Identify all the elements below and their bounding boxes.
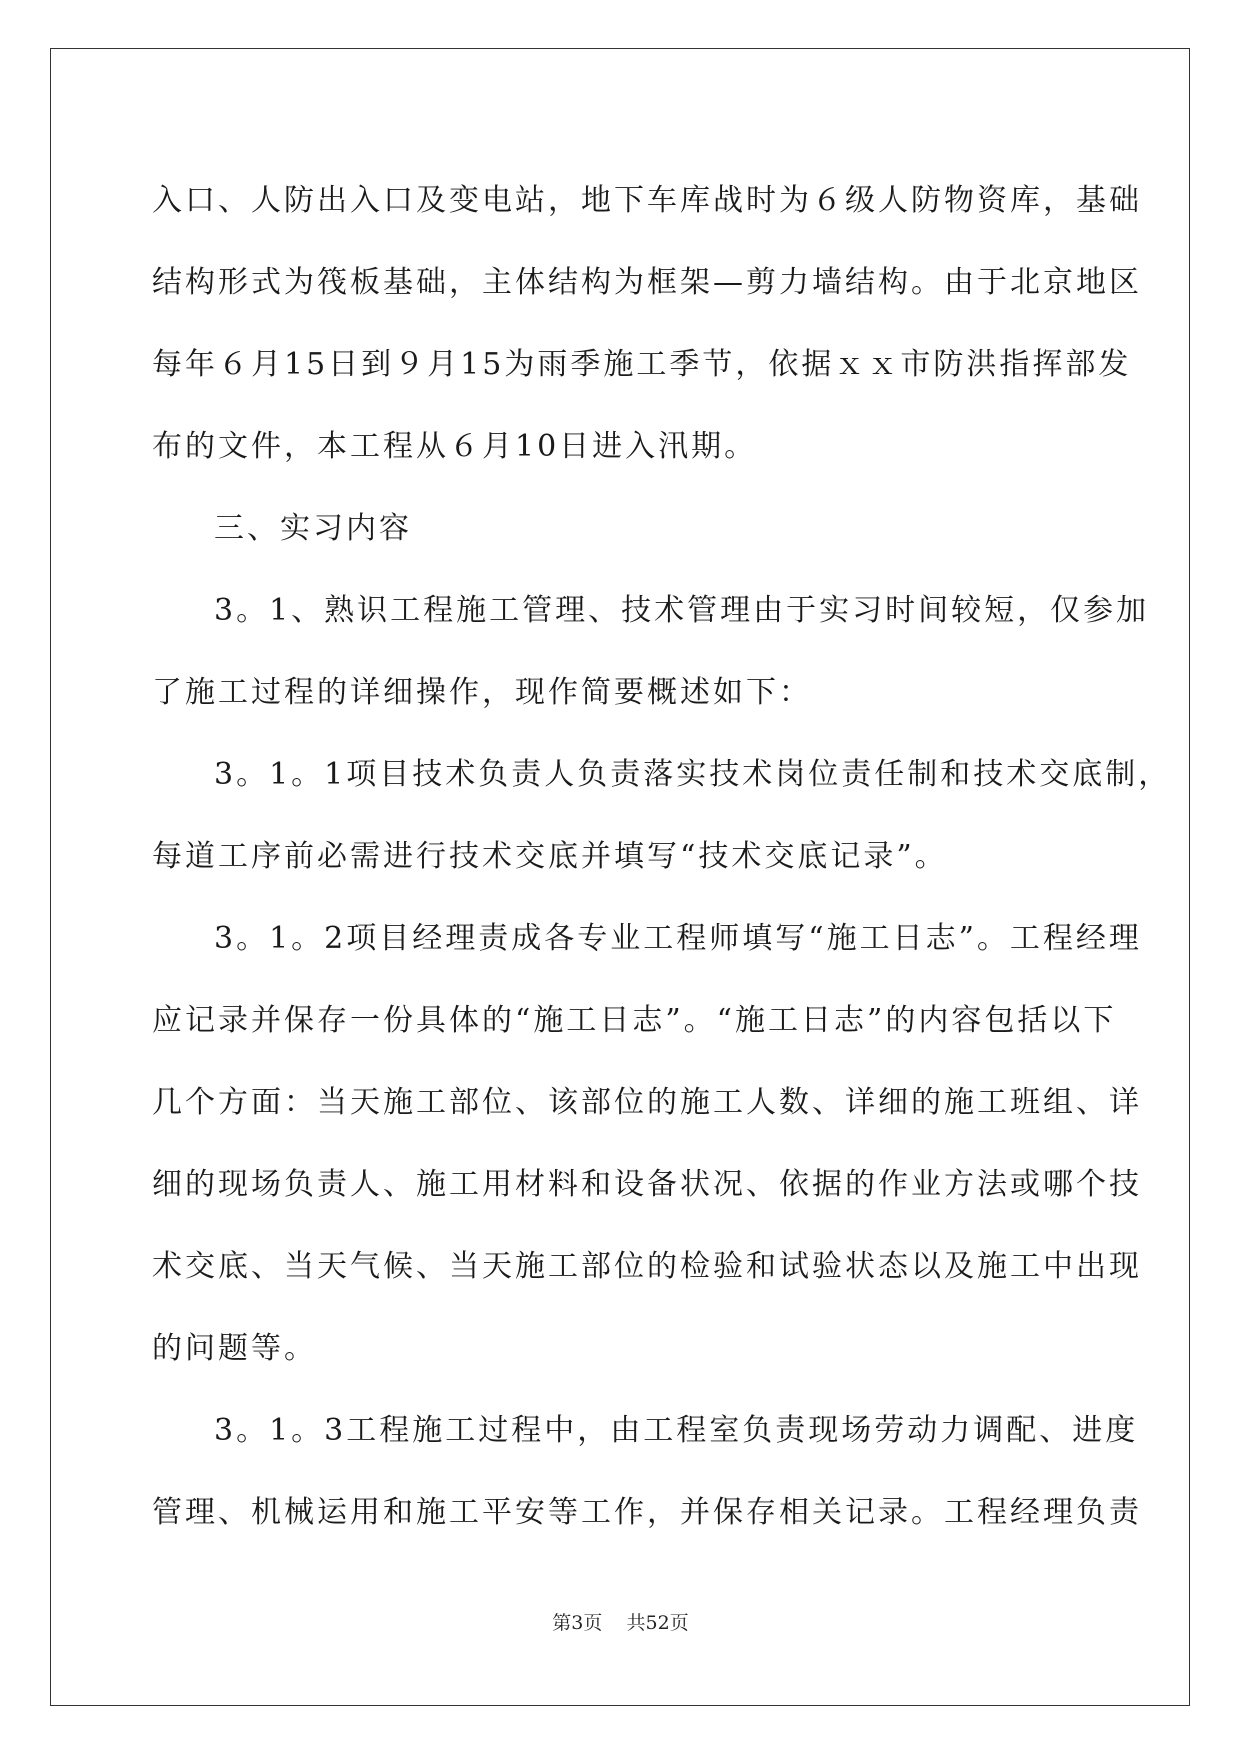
text-line: 3。1、熟识工程施工管理、技术管理由于实习时间较短，仅参加 [214, 593, 1150, 628]
text-line: 细的现场负责人、施工用材料和设备状况、依据的作业方法或哪个技 [152, 1167, 1142, 1202]
text-line: 结构形式为筏板基础，主体结构为框架—剪力墙结构。由于北京地区 [152, 265, 1142, 300]
text-line: 每道工序前必需进行技术交底并填写“技术交底记录”。 [152, 839, 948, 874]
document-body [152, 160, 1172, 1554]
text-line: 几个方面：当天施工部位、该部位的施工人数、详细的施工班组、详 [152, 1085, 1142, 1120]
text-line: 3。1。2项目经理责成各专业工程师填写“施工日志”。工程经理 [214, 921, 1142, 956]
text-line: 术交底、当天气候、当天施工部位的检验和试验状态以及施工中出现 [152, 1249, 1142, 1284]
text-line: 入口、人防出入口及变电站，地下车库战时为６级人防物资库，基础 [152, 183, 1142, 218]
page-total: 共52页 [626, 1612, 689, 1634]
text-line: 3。1。3工程施工过程中，由工程室负责现场劳动力调配、进度 [214, 1413, 1139, 1448]
page-number: 第3页 [552, 1612, 603, 1634]
text-line: 3。1。1项目技术负责人负责落实技术岗位责任制和技术交底制， [214, 757, 1172, 792]
text-line: 的问题等。 [152, 1331, 317, 1366]
text-line: 应记录并保存一份具体的“施工日志”。“施工日志”的内容包括以下 [152, 1003, 1117, 1038]
text-line: 每年６月15日到９月15为雨季施工季节，依据ｘｘ市防洪指挥部发 [152, 347, 1132, 382]
text-line: 了施工过程的详细操作，现作简要概述如下： [152, 675, 812, 710]
section-heading: 三、实习内容 [214, 511, 412, 546]
text-line: 布的文件，本工程从６月10日进入汛期。 [152, 429, 758, 464]
text-line: 管理、机械运用和施工平安等工作，并保存相关记录。工程经理负责 [152, 1495, 1142, 1530]
page-footer [0, 1611, 1241, 1635]
